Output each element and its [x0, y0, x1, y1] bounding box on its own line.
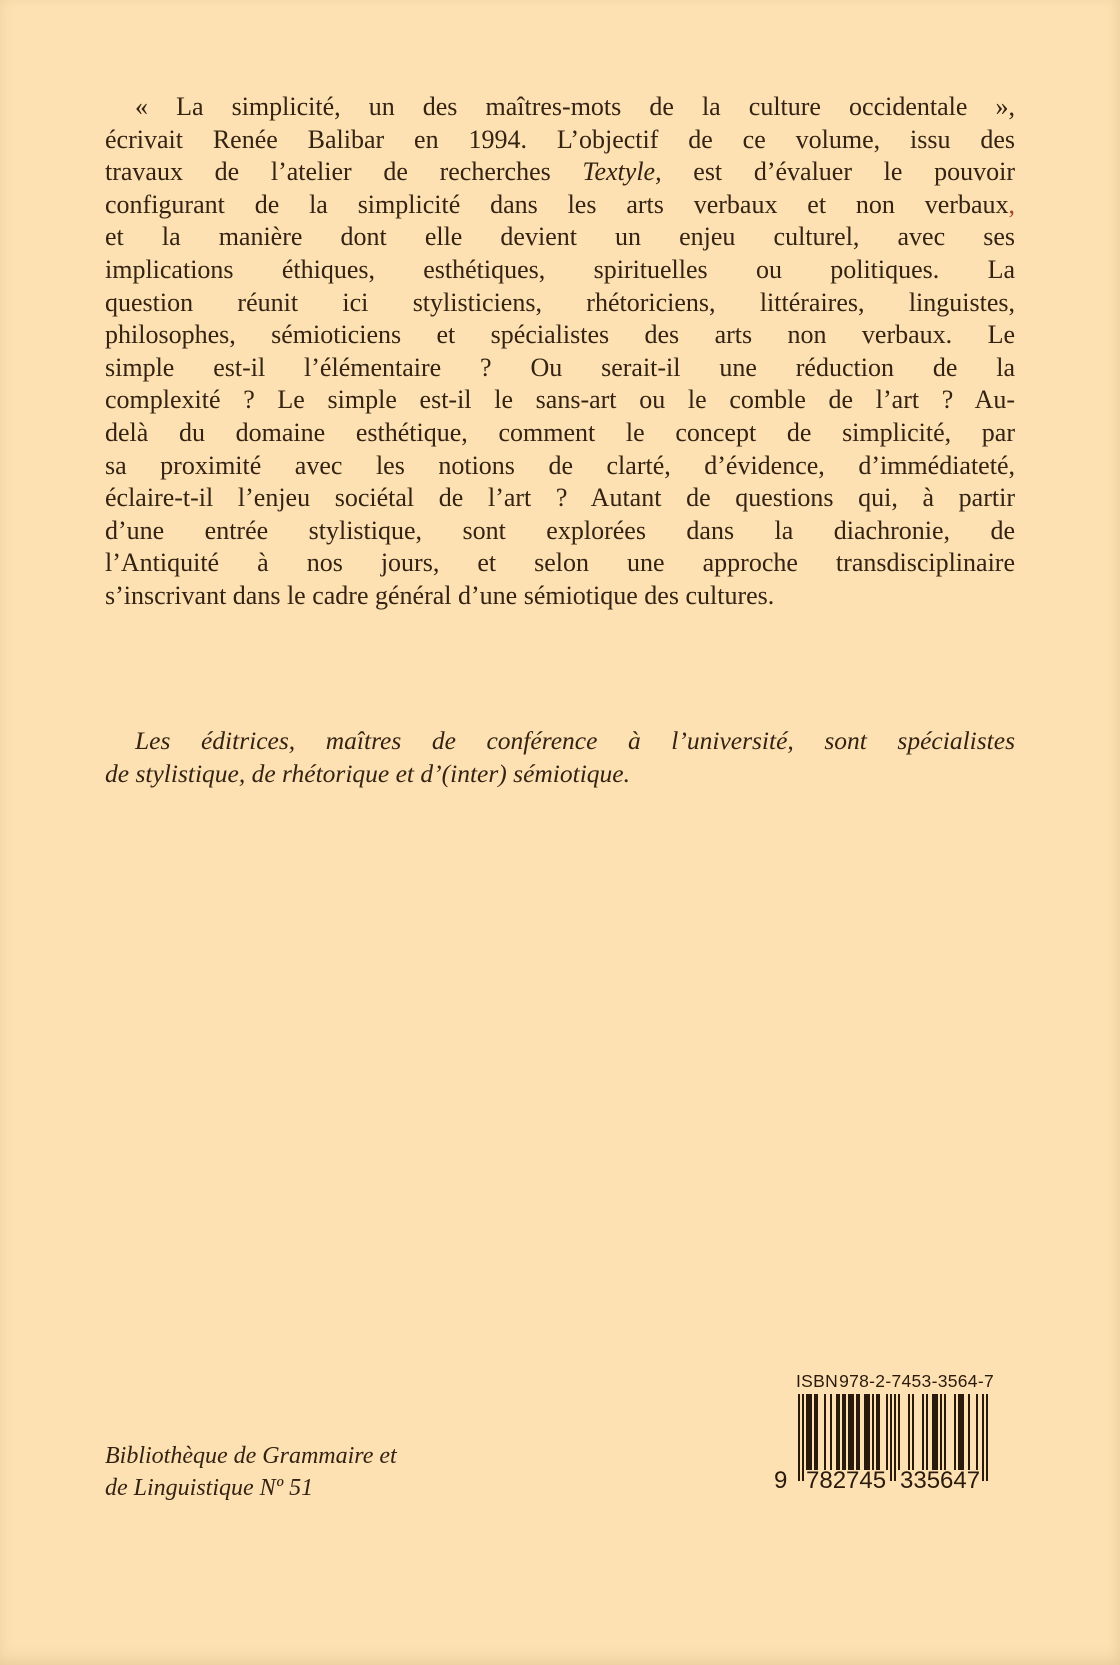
barcode-bar: [868, 1394, 870, 1470]
barcode-bar: [830, 1394, 832, 1470]
text-run: simple est-il l’élémentaire ? Ou serait-il une réduction de la: [105, 352, 1015, 382]
text-line: [105, 124, 1015, 157]
barcode-bar: [922, 1394, 924, 1470]
text-run: travaux de l’atelier de recherches: [105, 157, 583, 187]
barcode-bar: [852, 1394, 854, 1470]
text-run: configurant de la simplicité dans les arts verbaux et non verbaux: [105, 189, 1009, 219]
collection-line-2: de Linguistique Nº 51: [105, 1474, 314, 1501]
text-run: « La simplicité, un des maîtres-mots de la culture occidentale »,: [135, 92, 1015, 121]
text-line: [105, 547, 1015, 580]
barcode-bar: [926, 1394, 928, 1470]
editors-note: [105, 724, 1015, 790]
text-line: [105, 384, 1015, 417]
barcode-bar: [838, 1394, 840, 1470]
text-run: Les éditrices, maîtres de conférence à l’université, sont spécialistes: [135, 726, 1015, 755]
red-comma: ,: [1008, 189, 1015, 219]
text-run: sa proximité avec les notions de clarté, d’évidence, d’immédiateté,: [105, 450, 1015, 480]
text-line: [105, 254, 1015, 287]
isbn-label: ISBN: [796, 1371, 839, 1391]
barcode-bar: [824, 1394, 826, 1470]
barcode-bar: [890, 1394, 892, 1481]
text-line: [105, 417, 1015, 450]
text-line: [105, 319, 1015, 352]
barcode-bar: [982, 1394, 984, 1481]
isbn-text: [796, 1371, 994, 1392]
text-run: l’Antiquité à nos jours, et selon une approche transdisciplinaire: [105, 548, 1015, 578]
text-run: écrivait Renée Balibar en 1994. L’objectif de ce volume, issu des: [105, 124, 1015, 154]
text-line: [105, 221, 1015, 254]
text-line: [105, 580, 1015, 613]
barcode-bar: [954, 1394, 956, 1470]
barcode-bar: [962, 1394, 964, 1470]
barcode-bar: [912, 1394, 914, 1470]
text-run: question réunit ici stylisticiens, rhétoriciens, littéraires, linguistes,: [105, 287, 1015, 317]
text-run: est d’évaluer le pouvoir: [661, 157, 1015, 187]
barcode-bar: [878, 1394, 880, 1470]
barcode-bar: [944, 1394, 946, 1470]
barcode-bar: [858, 1394, 860, 1470]
book-title-italic: Textyle,: [582, 157, 662, 187]
text-line: [105, 352, 1015, 385]
text-run: de stylistique, de rhétorique et d’(inter) sémiotique.: [105, 759, 631, 788]
barcode-bar: [976, 1394, 978, 1470]
barcode-bar: [844, 1394, 846, 1470]
barcode-digit-lead: 9: [774, 1467, 788, 1494]
text-line: [105, 757, 1015, 790]
barcode-digits-group1: 782745: [806, 1467, 887, 1494]
barcode-bar: [816, 1394, 818, 1470]
text-run: complexité ? Le simple est-il le sans-art ou le comble de l’art ? Au-: [105, 385, 1015, 415]
barcode-bar: [908, 1394, 910, 1470]
barcode-bar: [886, 1394, 888, 1470]
text-line: [105, 724, 1015, 757]
text-run: et la manière dont elle devient un enjeu culturel, avec ses: [105, 222, 1015, 252]
text-line: [105, 482, 1015, 515]
barcode-bar: [798, 1394, 800, 1481]
barcode-bar: [968, 1394, 970, 1470]
barcode-bar: [894, 1394, 896, 1481]
synopsis-paragraph: [105, 91, 1015, 613]
text-run: d’une entrée stylistique, sont explorées dans la diachronie, de: [105, 515, 1015, 545]
text-line: [105, 450, 1015, 483]
barcode-bar: [810, 1394, 812, 1470]
text-run: delà du domaine esthétique, comment le concept de simplicité, par: [105, 417, 1015, 447]
barcode-digits-group2: 335647: [900, 1467, 981, 1494]
barcode-bar: [802, 1394, 804, 1481]
text-run: philosophes, sémioticiens et spécialistes des arts non verbaux. Le: [105, 320, 1015, 350]
collection-name: [105, 1441, 397, 1504]
text-run: implications éthiques, esthétiques, spirituelles ou politiques. La: [105, 254, 1015, 284]
text-line: [105, 91, 1015, 124]
barcode-bar: [898, 1394, 900, 1470]
text-line: [105, 189, 1015, 222]
text-line: [105, 515, 1015, 548]
barcode-bar: [936, 1394, 938, 1470]
text-run: éclaire-t-il l’enjeu sociétal de l’art ? Autant de questions qui, à partir: [105, 483, 1015, 513]
text-run: s’inscrivant dans le cadre général d’une sémiotique des cultures.: [105, 580, 775, 610]
text-line: [105, 287, 1015, 320]
barcode-bar: [940, 1394, 942, 1470]
isbn-number: 978-2-7453-3564-7: [839, 1371, 994, 1391]
barcode-bar: [986, 1394, 988, 1481]
collection-line-1: Bibliothèque de Grammaire et: [105, 1443, 397, 1469]
text-line: [105, 156, 1015, 189]
barcode-bar: [872, 1394, 874, 1470]
